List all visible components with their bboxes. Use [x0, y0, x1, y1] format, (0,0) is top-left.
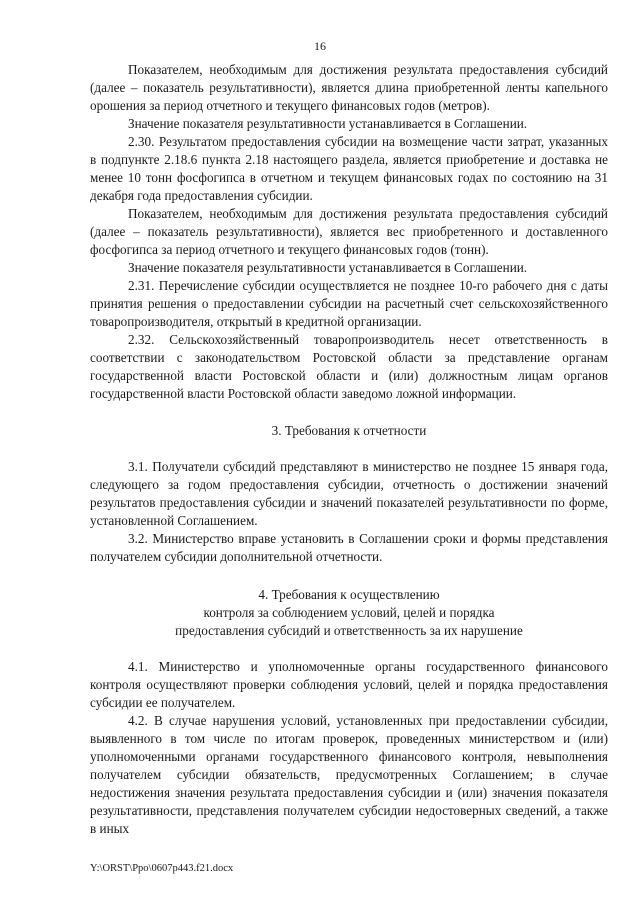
paragraph-3-2: 3.2. Министерство вправе установить в Соглашении сроки и формы представления получателем субсидии дополнительной отчетности.	[90, 531, 608, 564]
page-number: 16	[314, 39, 326, 53]
paragraph-indicator-value-1: Значение показателя результативности устанавливается в Соглашении.	[128, 116, 528, 131]
paragraph-4-1: 4.1. Министерство и уполномоченные органы государственного финансового контроля осуществляют проверки соблюдения условий, целей и порядка предоставления субсидии ее получателем.	[90, 659, 608, 710]
paragraph-indicator-value-2: Значение показателя результативности устанавливается в Соглашении.	[128, 260, 528, 275]
document-body	[90, 61, 608, 838]
file-path-footer: Y:\ORST\Ppo\0607p443.f21.docx	[90, 863, 234, 874]
section-3-heading: 3. Требования к отчетности	[271, 423, 427, 438]
paragraph-2-32: 2.32. Сельскохозяйственный товаропроизводитель несет ответственность в соответствии с законодательством Ростовской области за представление органам государственной власти Ростовской области и (или) должностным лицам органов государственной власти Ростовской области заведомо ложной информации.	[90, 332, 608, 401]
paragraph-4-2: 4.2. В случае нарушения условий, установленных при предоставлении субсидии, выявленного в том числе по итогам проверок, проведенных министерством и (или) уполномоченными органами государственного финансового контроля, невыполнения получателем субсидии обязательств, предусмотренных Соглашением; в случае недостижения значения результата предоставления субсидии и (или) значения показателя результативности, представления получателем субсидии недостоверных сведений, а также в иных	[90, 713, 608, 836]
paragraph-3-1: 3.1. Получатели субсидий представляют в министерство не позднее 15 января года, следующего за годом предоставления субсидии, отчетность о достижении значений результатов предоставления субсидии и значений показателей результативности по форме, установленной Соглашением.	[90, 459, 608, 528]
paragraph-indicator-phosphogypsum: Показателем, необходимым для достижения результата предоставления субсидий (далее – показатель результативности), является вес приобретенного и доставленного фосфогипса за период отчетного и текущего финансовых годов (тонн).	[90, 206, 608, 257]
section-4-heading-line-2: контроля за соблюдением условий, целей и порядка	[203, 605, 495, 620]
paragraph-2-30: 2.30. Результатом предоставления субсидии на возмещение части затрат, указанных в подпункте 2.18.6 пункта 2.18 настоящего раздела, является приобретение и доставка не менее 10 тонн фосфогипса в отчетном и текущем финансовых годах по состоянию на 31 декабря года предоставления субсидии.	[90, 134, 608, 203]
section-4-heading-line-1: 4. Требования к осуществлению	[258, 587, 440, 602]
paragraph-indicator-drip-tape: Показателем, необходимым для достижения результата предоставления субсидий (далее – показатель результативности), является длина приобретенной ленты капельного орошения за период отчетного и текущего финансовых годов (метров).	[90, 62, 608, 113]
paragraph-2-31: 2.31. Перечисление субсидии осуществляется не позднее 10-го рабочего дня с даты принятия решения о предоставлении субсидии на расчетный счет сельскохозяйственного товаропроизводителя, открытый в кредитной организации.	[90, 278, 608, 329]
section-4-heading-line-3: предоставления субсидий и ответственность за их нарушение	[175, 623, 523, 638]
